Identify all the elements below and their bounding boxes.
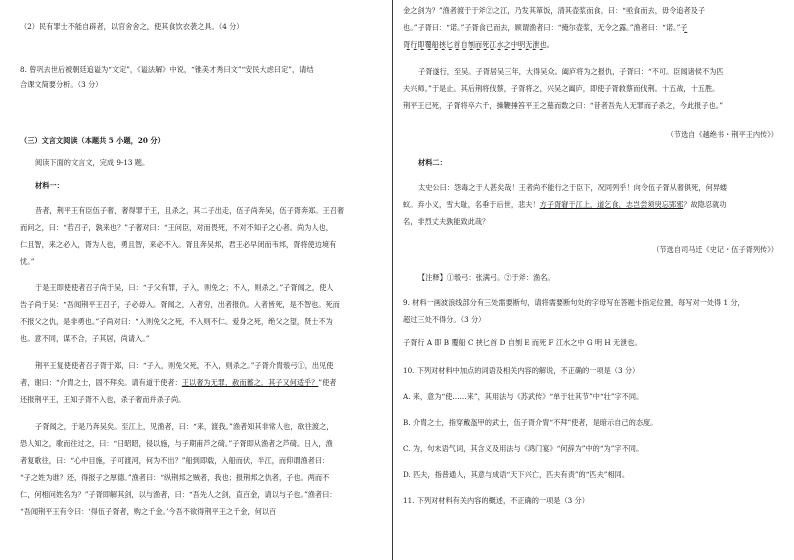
passage-text: ”使者 bbox=[318, 378, 337, 387]
passage-line: 不报父之仇，是非勇也。”子尚对曰：“入则免父之死，不入则不仁。爱身之死，绝父之望，贤士不为 bbox=[20, 317, 333, 326]
passage-line: 还报荆平王，王知子胥不入也，杀子奢而并杀子尚。 bbox=[20, 395, 186, 404]
question-10-option-c: C. 为，句末语气词，其含义及用法与《鸿门宴》“何辞为”中的“为”字不同。 bbox=[403, 444, 644, 453]
source-citation: （节选自《越绝书・荆平王内传》） bbox=[666, 130, 778, 139]
question-9-line: 超过三处不得分。（3 分） bbox=[403, 315, 486, 324]
passage-text: 也。”子胥曰：“诺。”子胥食已而去，顾谓渔者曰：“掩尔壶浆，无令之露。”渔者曰：“诺。” bbox=[403, 23, 681, 32]
passage-text: 。 bbox=[546, 40, 554, 49]
underlined-sentence: 王以奢为无罪，赦而蓄之，其子又何适乎？ bbox=[181, 378, 319, 387]
question-7-2: （2）民有罪士不能自辟者，以官舍舍之，使其食饮衣袭之具。（4 分） bbox=[20, 22, 244, 31]
passage-line: “吾闻荆平王有令曰：‘得伍子胥者，购之千金。’今吾不欲得荆平王之千金，何以百 bbox=[20, 507, 277, 516]
passage-line: 而问之，曰：“若召子，孰来也？”子奢对曰：“王问臣，对而畏死，不对不知子之心者。尚为人也， bbox=[20, 223, 333, 232]
passage-line bbox=[403, 200, 778, 210]
passage-line: 者复歌往，曰：“心中目施，子可渡河，何为不出？”船到即载，入船而伏，半江，而仰谓渔者曰： bbox=[20, 456, 330, 465]
underlined-sentence: 方子胥窘于江上，道乞食，志岂尝须臾忘郢邪 bbox=[539, 200, 684, 209]
left-column bbox=[20, 0, 385, 560]
passage-line: 名，非烈丈夫孰能致此哉？ bbox=[403, 217, 490, 226]
passage-line: 金之剑为？”渔者渡于于斧②之江，乃发其箪饭，清其壶浆而食，曰：“亟食而去，毋令追者及子 bbox=[403, 6, 706, 15]
right-column bbox=[403, 0, 778, 560]
passage-line: 太史公曰：怨毒之于人甚矣哉！王者尚不能行之于臣下，况同列乎！向令伍子胥从奢俱死，何异蝼 bbox=[418, 183, 728, 192]
passage-line: 仁，何相问姓名为？”子胥即解其剑，以与渔者，曰：“吾先人之剑，直百金，请以与子也。”渔者曰： bbox=[20, 490, 337, 499]
wavy-line-text: 子 bbox=[680, 23, 688, 32]
question-9-line: 9. 材料一画波浪线部分有三处需要断句，请将需要断句处的字母写在答题卡指定位置，每写对一处得 1 分， bbox=[403, 298, 745, 307]
passage-line bbox=[403, 40, 778, 50]
passage-line: 恐人知之，歌而往过之，曰：“日昭昭，侵以施，与子期甫芦之碕。”子胥即从渔者之芦碕。日入，渔 bbox=[20, 439, 333, 448]
passage-line: 告子尚于吴：“吾闻荆平王召子，子必毋入。胥闻之，入者穷，出者报仇。入者皆死，是不智也。死而 bbox=[20, 300, 340, 309]
passage-line: 夫兴师。”于是止。其后荆将伐蔡，子胥将之，兴吴之阖庐，即使子胥救蔡而伐荆。十五战，十五胜。 bbox=[403, 84, 720, 93]
passage-line: 昔者，荆平王有臣伍子奢，奢得罪于王，且杀之，其二子出走，伍子尚奔吴，伍子胥奔郑。王召奢 bbox=[35, 206, 345, 215]
column-divider bbox=[392, 0, 393, 560]
passage-line: 荆平王复使使者召子胥于郑，曰：“子入，则免父死，不入，则杀之。”子胥介胄彀弓①，出见使 bbox=[35, 361, 334, 370]
passage-line bbox=[403, 23, 778, 33]
passage-line: 也。意不同，谋不合，子其居，尚请入。” bbox=[20, 334, 150, 343]
question-11-stem: 11. 下列对材料有关内容的概述，不正确的一项是（3 分） bbox=[403, 496, 589, 505]
passage-line: 仁且智，来之必入，胥为人也，勇且智，来必不入。胥且奔吴邦，君王必早闭而韦邦，胥将使边境有 bbox=[20, 240, 337, 249]
question-10-option-a: A. 来，意为“使……来”，其用法与《苏武传》“单于壮其节”中“壮”字不同。 bbox=[403, 392, 644, 401]
question-8-line: 8. 曾巩去世后被朝廷追谥为“文定”，《谥法解》中说，“锥美才秀曰文”“安民大虑曰定”，请结 bbox=[20, 65, 314, 74]
passage-text: ？故隐忍就功 bbox=[683, 200, 727, 209]
passage-line: 忧。” bbox=[20, 257, 35, 266]
annotation-note: 【注释】①彀弓：张满弓。②于斧：渔名。 bbox=[418, 273, 555, 282]
passage-line: 子胥闻之，于是乃奔吴矣。至江上，见渔者，曰：“来，渡我。”渔者知其非常人也，欲往渡之， bbox=[35, 422, 334, 431]
question-9-options: 子胥行 A 即 B 覆船 C 挟匕首 D 自刎 E 而死 F 江水之中 G 明 H 无泄也。 bbox=[403, 338, 642, 347]
passage-text: 蚁。弃小义，雪大耻，名垂于后世，悲夫！ bbox=[403, 200, 540, 209]
passage-line: 荆平王已死，子胥将卒六千，操鞭捶笞平王之墓而数之曰：“昔者吾先人无罪而子杀之，今此报子也。” bbox=[403, 101, 724, 110]
passage-line: “子之姓为谁？还，得报子之厚德。”渔者曰：“纵荆邦之贼者，我也；报荆邦之仇者，子也。两而不 bbox=[20, 473, 330, 482]
reading-instruction: 阅读下面的文言文，完成 9-13 题。 bbox=[35, 158, 150, 167]
question-10-stem: 10. 下列对材料中加点的词语及相关内容的解说，不正确的一项是（3 分） bbox=[403, 366, 640, 375]
section-3-title: （三）文言文阅读（本题共 5 小题，20 分） bbox=[20, 136, 165, 145]
wavy-line-text: 胥行即覆船挟匕首自刎而死江水之中明无泄也 bbox=[403, 40, 547, 49]
material-2-label: 材料二： bbox=[418, 158, 447, 167]
passage-text: 者，谢曰：“介胄之士，固不拜矣。请有道于使者： bbox=[20, 378, 182, 387]
passage-line: 子胥遂行，至吴。子胥居吴三年，大得吴众。阖庐将为之报仇，子胥曰：“不可。臣闻诸侯不为匹 bbox=[418, 67, 724, 76]
material-1-label: 材料一： bbox=[35, 181, 64, 190]
question-10-option-d: D. 匹夫，指普通人，其意与成语“天下兴亡，匹夫有责”的“匹夫”相同。 bbox=[403, 470, 630, 479]
passage-line: 于是王即使使者召子尚于吴，曰：“子父有罪，子入，则免之；不入，则杀之。”子胥闻之，使人 bbox=[35, 283, 334, 292]
question-10-option-b: B. 介胄之士，指穿戴盔甲的武士，伍子胥介胄“不拜”使者，是暗示自己的态度。 bbox=[403, 418, 658, 427]
source-citation: （节选自司马迁《史记・伍子胥列传》） bbox=[652, 245, 778, 254]
question-8-line: 合课文简要分析。（3 分） bbox=[20, 80, 103, 89]
passage-line bbox=[20, 378, 385, 388]
